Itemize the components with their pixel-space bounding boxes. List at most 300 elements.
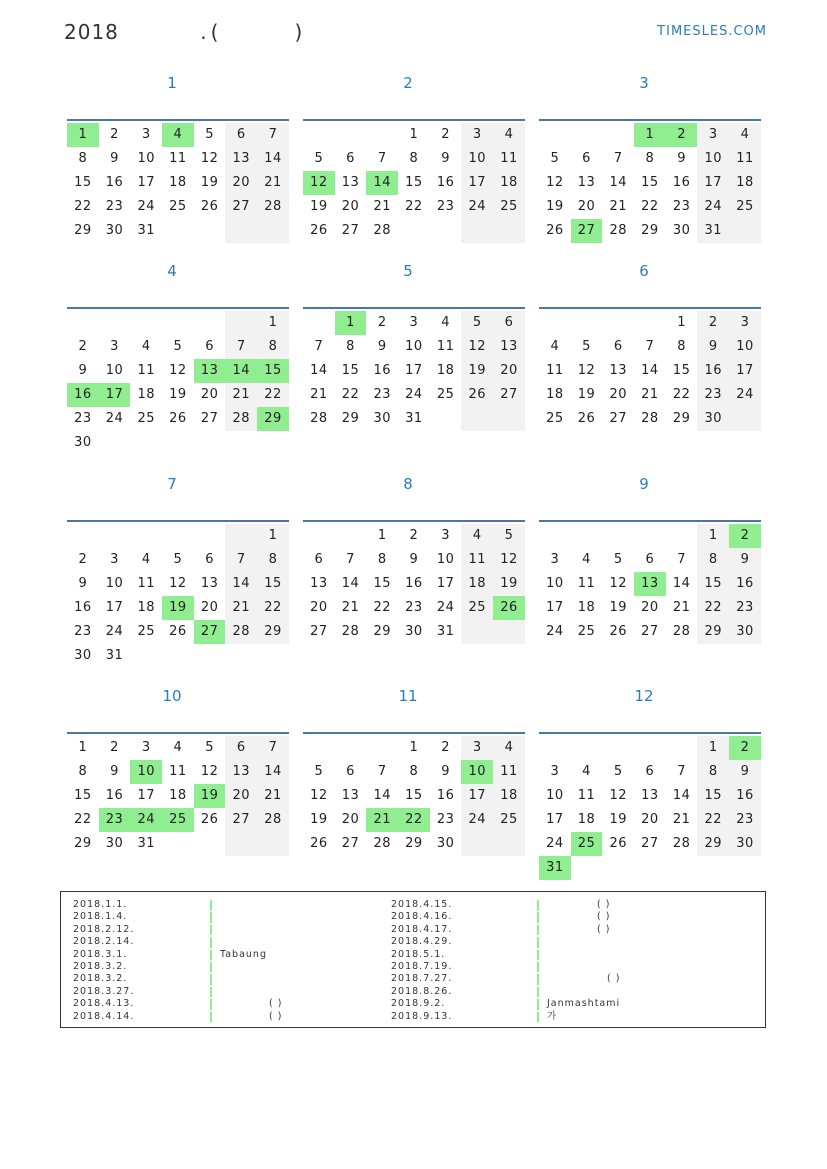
holiday-row (73, 899, 373, 911)
day-cell: 27 (641, 836, 659, 851)
day-cell: 3 (697, 123, 729, 147)
day-cell: 18 (169, 788, 187, 803)
holiday-row (73, 961, 373, 973)
empty-cell (539, 311, 571, 335)
holiday-name: ( ) (597, 923, 611, 935)
day-cell: 18 (493, 784, 525, 808)
day-cell: 21 (225, 596, 257, 620)
day-cell: 14 (373, 788, 391, 803)
day-cell: 11 (493, 147, 525, 171)
day-cell: 16 (105, 175, 124, 190)
day-cell: 7 (225, 548, 257, 572)
day-cell: 2 (697, 311, 729, 335)
day-cell: 8 (377, 552, 387, 567)
day-cell: 9 (697, 335, 729, 359)
holiday-marker (537, 900, 539, 911)
day-cell: 23 (373, 387, 391, 402)
day-cell: 15 (373, 576, 391, 591)
holiday-marker (210, 962, 212, 973)
holiday-row (73, 911, 373, 923)
day-cell: 24 (105, 411, 124, 426)
day-cell: 16 (373, 363, 391, 378)
holiday-list (60, 891, 766, 1028)
holiday-date: 2018.4.16. (391, 911, 453, 923)
day-cell: 31 (105, 648, 124, 663)
holiday-name: Janmashtami (547, 998, 621, 1010)
month-divider (67, 732, 289, 734)
day-cell: 17 (99, 383, 131, 407)
day-cell: 12 (169, 363, 187, 378)
day-cell: 30 (436, 836, 455, 851)
day-cell: 20 (310, 600, 328, 615)
empty-cell (634, 856, 666, 880)
day-cell: 24 (729, 383, 761, 407)
empty-cell (729, 856, 761, 880)
day-cell: 12 (461, 335, 493, 359)
title-paren (200, 20, 306, 44)
empty-cell (99, 431, 131, 455)
empty-cell (430, 407, 462, 431)
day-cell: 3 (550, 764, 560, 779)
day-cell: 13 (225, 147, 257, 171)
day-cell: 9 (377, 339, 387, 354)
day-cell: 28 (672, 624, 691, 639)
month-label: 12 (634, 687, 654, 705)
day-cell: 3 (110, 552, 119, 567)
day-cell: 14 (257, 760, 289, 784)
day-cell: 4 (493, 123, 525, 147)
day-cell: 2 (409, 528, 419, 543)
day-cell: 24 (105, 624, 124, 639)
day-cell: 9 (441, 764, 450, 779)
day-cell: 21 (257, 784, 289, 808)
page-title (64, 20, 306, 44)
holiday-date: 2018.2.12. (73, 923, 135, 935)
empty-cell (493, 620, 525, 644)
empty-cell (539, 123, 571, 147)
day-cell: 4 (162, 123, 194, 147)
day-cell: 13 (194, 359, 226, 383)
day-cell: 16 (729, 572, 761, 596)
day-cell: 7 (257, 123, 289, 147)
day-cell: 1 (697, 524, 729, 548)
day-cell: 13 (225, 760, 257, 784)
day-cell: 29 (74, 836, 92, 851)
day-cell: 29 (405, 836, 423, 851)
empty-cell (335, 123, 367, 147)
holiday-date: 2018.9.2. (391, 998, 446, 1010)
holiday-date: 2018.4.15. (391, 899, 453, 910)
holiday-row (73, 949, 373, 961)
day-cell: 13 (493, 335, 525, 359)
holiday-marker (537, 987, 539, 998)
holiday-row (391, 998, 751, 1010)
day-cell: 3 (461, 736, 493, 760)
day-cell: 17 (436, 576, 455, 591)
empty-cell (461, 407, 493, 431)
day-cell: 23 (74, 624, 92, 639)
empty-cell (398, 219, 430, 243)
day-cell: 17 (729, 359, 761, 383)
day-cell: 14 (609, 175, 627, 190)
day-cell: 23 (436, 812, 455, 827)
holiday-row (73, 998, 373, 1010)
day-cell: 24 (461, 808, 493, 832)
empty-cell (602, 123, 634, 147)
day-cell: 28 (257, 808, 289, 832)
day-cell: 7 (314, 339, 324, 354)
day-cell: 17 (137, 788, 155, 803)
holiday-marker (210, 1012, 212, 1023)
day-cell: 3 (441, 528, 450, 543)
month-grid (539, 123, 761, 243)
day-cell: 21 (310, 387, 328, 402)
day-cell: 4 (141, 552, 151, 567)
day-cell: 10 (546, 788, 564, 803)
empty-cell (162, 311, 194, 335)
day-cell: 11 (169, 764, 187, 779)
day-cell: 5 (314, 764, 324, 779)
day-cell: 4 (441, 315, 450, 330)
day-cell: 26 (493, 596, 525, 620)
day-cell: 7 (377, 151, 387, 166)
day-cell: 16 (405, 576, 423, 591)
day-cell: 22 (74, 199, 92, 214)
day-cell: 10 (130, 760, 162, 784)
day-cell: 19 (169, 387, 187, 402)
day-cell: 25 (493, 808, 525, 832)
day-cell: 7 (677, 764, 686, 779)
day-cell: 10 (137, 151, 155, 166)
day-cell: 14 (366, 171, 398, 195)
day-cell: 20 (493, 359, 525, 383)
holiday-row (73, 973, 373, 985)
day-cell: 3 (141, 127, 151, 142)
title-close: ) (294, 20, 307, 44)
day-cell: 19 (493, 572, 525, 596)
day-cell: 17 (546, 600, 564, 615)
day-cell: 13 (609, 363, 627, 378)
day-cell: 23 (74, 411, 92, 426)
day-cell: 24 (461, 195, 493, 219)
empty-cell (634, 311, 666, 335)
day-cell: 6 (225, 123, 257, 147)
empty-cell (493, 219, 525, 243)
day-cell: 30 (672, 223, 691, 238)
day-cell: 5 (205, 127, 214, 142)
month-label: 8 (403, 475, 413, 493)
day-cell: 22 (373, 600, 391, 615)
holiday-marker (210, 925, 212, 936)
day-cell: 8 (677, 339, 686, 354)
day-cell: 4 (582, 764, 591, 779)
holiday-marker (537, 1012, 539, 1023)
empty-cell (257, 431, 289, 455)
day-cell: 1 (257, 311, 289, 335)
day-cell: 6 (314, 552, 324, 567)
day-cell: 4 (173, 740, 183, 755)
day-cell: 10 (697, 147, 729, 171)
day-cell: 26 (461, 383, 493, 407)
day-cell: 20 (225, 784, 257, 808)
holiday-name: ( ) (269, 1010, 283, 1022)
day-cell: 13 (341, 788, 360, 803)
holiday-date: 2018.3.1. (73, 948, 128, 960)
day-cell: 15 (672, 363, 691, 378)
day-cell: 1 (335, 311, 367, 335)
holiday-date: 2018.4.29. (391, 936, 453, 948)
day-cell: 8 (78, 764, 88, 779)
day-cell: 19 (194, 784, 226, 808)
day-cell: 10 (436, 552, 455, 567)
day-cell: 2 (110, 127, 119, 142)
empty-cell (194, 524, 226, 548)
holiday-date: 2018.8.26. (391, 985, 453, 997)
day-cell: 10 (461, 147, 493, 171)
day-cell: 23 (672, 199, 691, 214)
day-cell: 26 (546, 223, 564, 238)
day-cell: 5 (582, 339, 591, 354)
day-cell: 12 (169, 576, 187, 591)
day-cell: 5 (314, 151, 324, 166)
holiday-date: 2018.3.2. (73, 973, 128, 985)
day-cell: 13 (641, 788, 659, 803)
empty-cell (602, 736, 634, 760)
day-cell: 16 (436, 788, 455, 803)
month-divider (303, 307, 525, 309)
day-cell: 1 (78, 740, 88, 755)
holiday-marker (537, 925, 539, 936)
day-cell: 22 (405, 199, 423, 214)
day-cell: 22 (672, 387, 691, 402)
day-cell: 15 (257, 359, 289, 383)
empty-cell (194, 832, 226, 856)
day-cell: 5 (461, 311, 493, 335)
day-cell: 30 (729, 620, 761, 644)
empty-cell (130, 524, 162, 548)
day-cell: 16 (74, 600, 92, 615)
empty-cell (461, 832, 493, 856)
day-cell: 21 (672, 600, 691, 615)
day-cell: 18 (577, 600, 596, 615)
day-cell: 22 (641, 199, 659, 214)
holiday-name: ( ) (597, 899, 611, 910)
day-cell: 19 (162, 596, 194, 620)
day-cell: 22 (697, 808, 729, 832)
day-cell: 20 (341, 812, 360, 827)
day-cell: 6 (582, 151, 591, 166)
empty-cell (729, 407, 761, 431)
day-cell: 2 (666, 123, 698, 147)
day-cell: 1 (257, 524, 289, 548)
day-cell: 18 (493, 171, 525, 195)
empty-cell (430, 219, 462, 243)
day-cell: 8 (409, 764, 419, 779)
day-cell: 10 (105, 363, 124, 378)
month-divider (67, 119, 289, 121)
month-label: 9 (639, 475, 649, 493)
day-cell: 25 (162, 808, 194, 832)
day-cell: 27 (571, 219, 603, 243)
day-cell: 8 (346, 339, 355, 354)
day-cell: 20 (577, 199, 596, 214)
day-cell: 12 (546, 175, 564, 190)
holiday-row (391, 911, 751, 923)
day-cell: 8 (409, 151, 419, 166)
day-cell: 16 (436, 175, 455, 190)
month-divider (67, 520, 289, 522)
day-cell: 4 (493, 736, 525, 760)
day-cell: 23 (729, 596, 761, 620)
day-cell: 22 (257, 596, 289, 620)
holiday-marker (210, 999, 212, 1010)
month-label: 2 (403, 74, 413, 92)
day-cell: 1 (67, 123, 99, 147)
day-cell: 18 (137, 387, 155, 402)
day-cell: 25 (436, 387, 455, 402)
holiday-row (391, 961, 751, 973)
empty-cell (99, 524, 131, 548)
day-cell: 5 (205, 740, 214, 755)
day-cell: 19 (609, 812, 627, 827)
day-cell: 23 (405, 600, 423, 615)
day-cell: 28 (672, 836, 691, 851)
month-divider (303, 119, 525, 121)
month-grid (539, 311, 761, 431)
day-cell: 30 (729, 832, 761, 856)
holiday-marker (210, 900, 212, 911)
day-cell: 26 (310, 223, 328, 238)
day-cell: 28 (310, 411, 328, 426)
day-cell: 29 (641, 223, 659, 238)
empty-cell (303, 736, 335, 760)
day-cell: 11 (577, 576, 596, 591)
day-cell: 9 (441, 151, 450, 166)
day-cell: 16 (729, 784, 761, 808)
day-cell: 20 (200, 387, 219, 402)
day-cell: 15 (257, 572, 289, 596)
day-cell: 14 (225, 359, 257, 383)
day-cell: 15 (405, 788, 423, 803)
day-cell: 28 (373, 223, 391, 238)
holiday-marker (210, 912, 212, 923)
month-divider (67, 307, 289, 309)
day-cell: 8 (257, 335, 289, 359)
day-cell: 7 (257, 736, 289, 760)
month-label: 5 (403, 262, 413, 280)
holiday-row (73, 1011, 373, 1023)
holiday-row (391, 986, 751, 998)
day-cell: 11 (137, 576, 155, 591)
day-cell: 28 (257, 195, 289, 219)
day-cell: 15 (74, 788, 92, 803)
month-label: 7 (167, 475, 177, 493)
day-cell: 5 (613, 552, 623, 567)
empty-cell (539, 736, 571, 760)
day-cell: 8 (78, 151, 88, 166)
day-cell: 14 (341, 576, 360, 591)
day-cell: 28 (373, 836, 391, 851)
day-cell: 21 (225, 383, 257, 407)
empty-cell (571, 736, 603, 760)
day-cell: 3 (461, 123, 493, 147)
month-divider (303, 520, 525, 522)
holiday-marker (210, 987, 212, 998)
day-cell: 30 (74, 435, 92, 450)
empty-cell (634, 524, 666, 548)
month-divider (303, 732, 525, 734)
holiday-row (391, 949, 751, 961)
day-cell: 4 (729, 123, 761, 147)
day-cell: 25 (571, 832, 603, 856)
holiday-marker (537, 962, 539, 973)
day-cell: 7 (613, 151, 623, 166)
day-cell: 12 (303, 171, 335, 195)
empty-cell (225, 832, 257, 856)
day-cell: 8 (697, 760, 729, 784)
day-cell: 5 (173, 339, 183, 354)
day-cell: 25 (137, 411, 155, 426)
day-cell: 1 (677, 315, 686, 330)
day-cell: 14 (225, 572, 257, 596)
day-cell: 18 (546, 387, 564, 402)
month-grid (303, 123, 525, 243)
day-cell: 9 (78, 576, 88, 591)
day-cell: 20 (225, 171, 257, 195)
day-cell: 18 (169, 175, 187, 190)
day-cell: 26 (169, 411, 187, 426)
holiday-row (391, 1011, 751, 1023)
day-cell: 27 (225, 808, 257, 832)
day-cell: 24 (130, 808, 162, 832)
day-cell: 6 (205, 552, 214, 567)
day-cell: 13 (634, 572, 666, 596)
day-cell: 21 (373, 199, 391, 214)
day-cell: 11 (577, 788, 596, 803)
day-cell: 19 (609, 600, 627, 615)
day-cell: 29 (257, 620, 289, 644)
month-label: 11 (398, 687, 418, 705)
day-cell: 29 (74, 223, 92, 238)
day-cell: 16 (697, 359, 729, 383)
day-cell: 16 (672, 175, 691, 190)
holiday-marker (537, 999, 539, 1010)
empty-cell (539, 524, 571, 548)
empty-cell (571, 856, 603, 880)
day-cell: 17 (137, 175, 155, 190)
day-cell: 9 (78, 363, 88, 378)
site-logo[interactable]: TIMESLES.COM (657, 24, 767, 39)
day-cell: 23 (436, 199, 455, 214)
empty-cell (194, 219, 226, 243)
day-cell: 2 (441, 740, 450, 755)
empty-cell (571, 524, 603, 548)
day-cell: 6 (645, 552, 655, 567)
day-cell: 25 (137, 624, 155, 639)
day-cell: 11 (729, 147, 761, 171)
day-cell: 26 (169, 624, 187, 639)
day-cell: 20 (341, 199, 360, 214)
empty-cell (225, 644, 257, 668)
day-cell: 27 (493, 383, 525, 407)
day-cell: 6 (346, 151, 355, 166)
holiday-marker (537, 950, 539, 961)
day-cell: 16 (67, 383, 99, 407)
day-cell: 18 (436, 363, 455, 378)
day-cell: 2 (441, 127, 450, 142)
holiday-date: 2018.2.14. (73, 936, 135, 948)
day-cell: 20 (641, 600, 659, 615)
